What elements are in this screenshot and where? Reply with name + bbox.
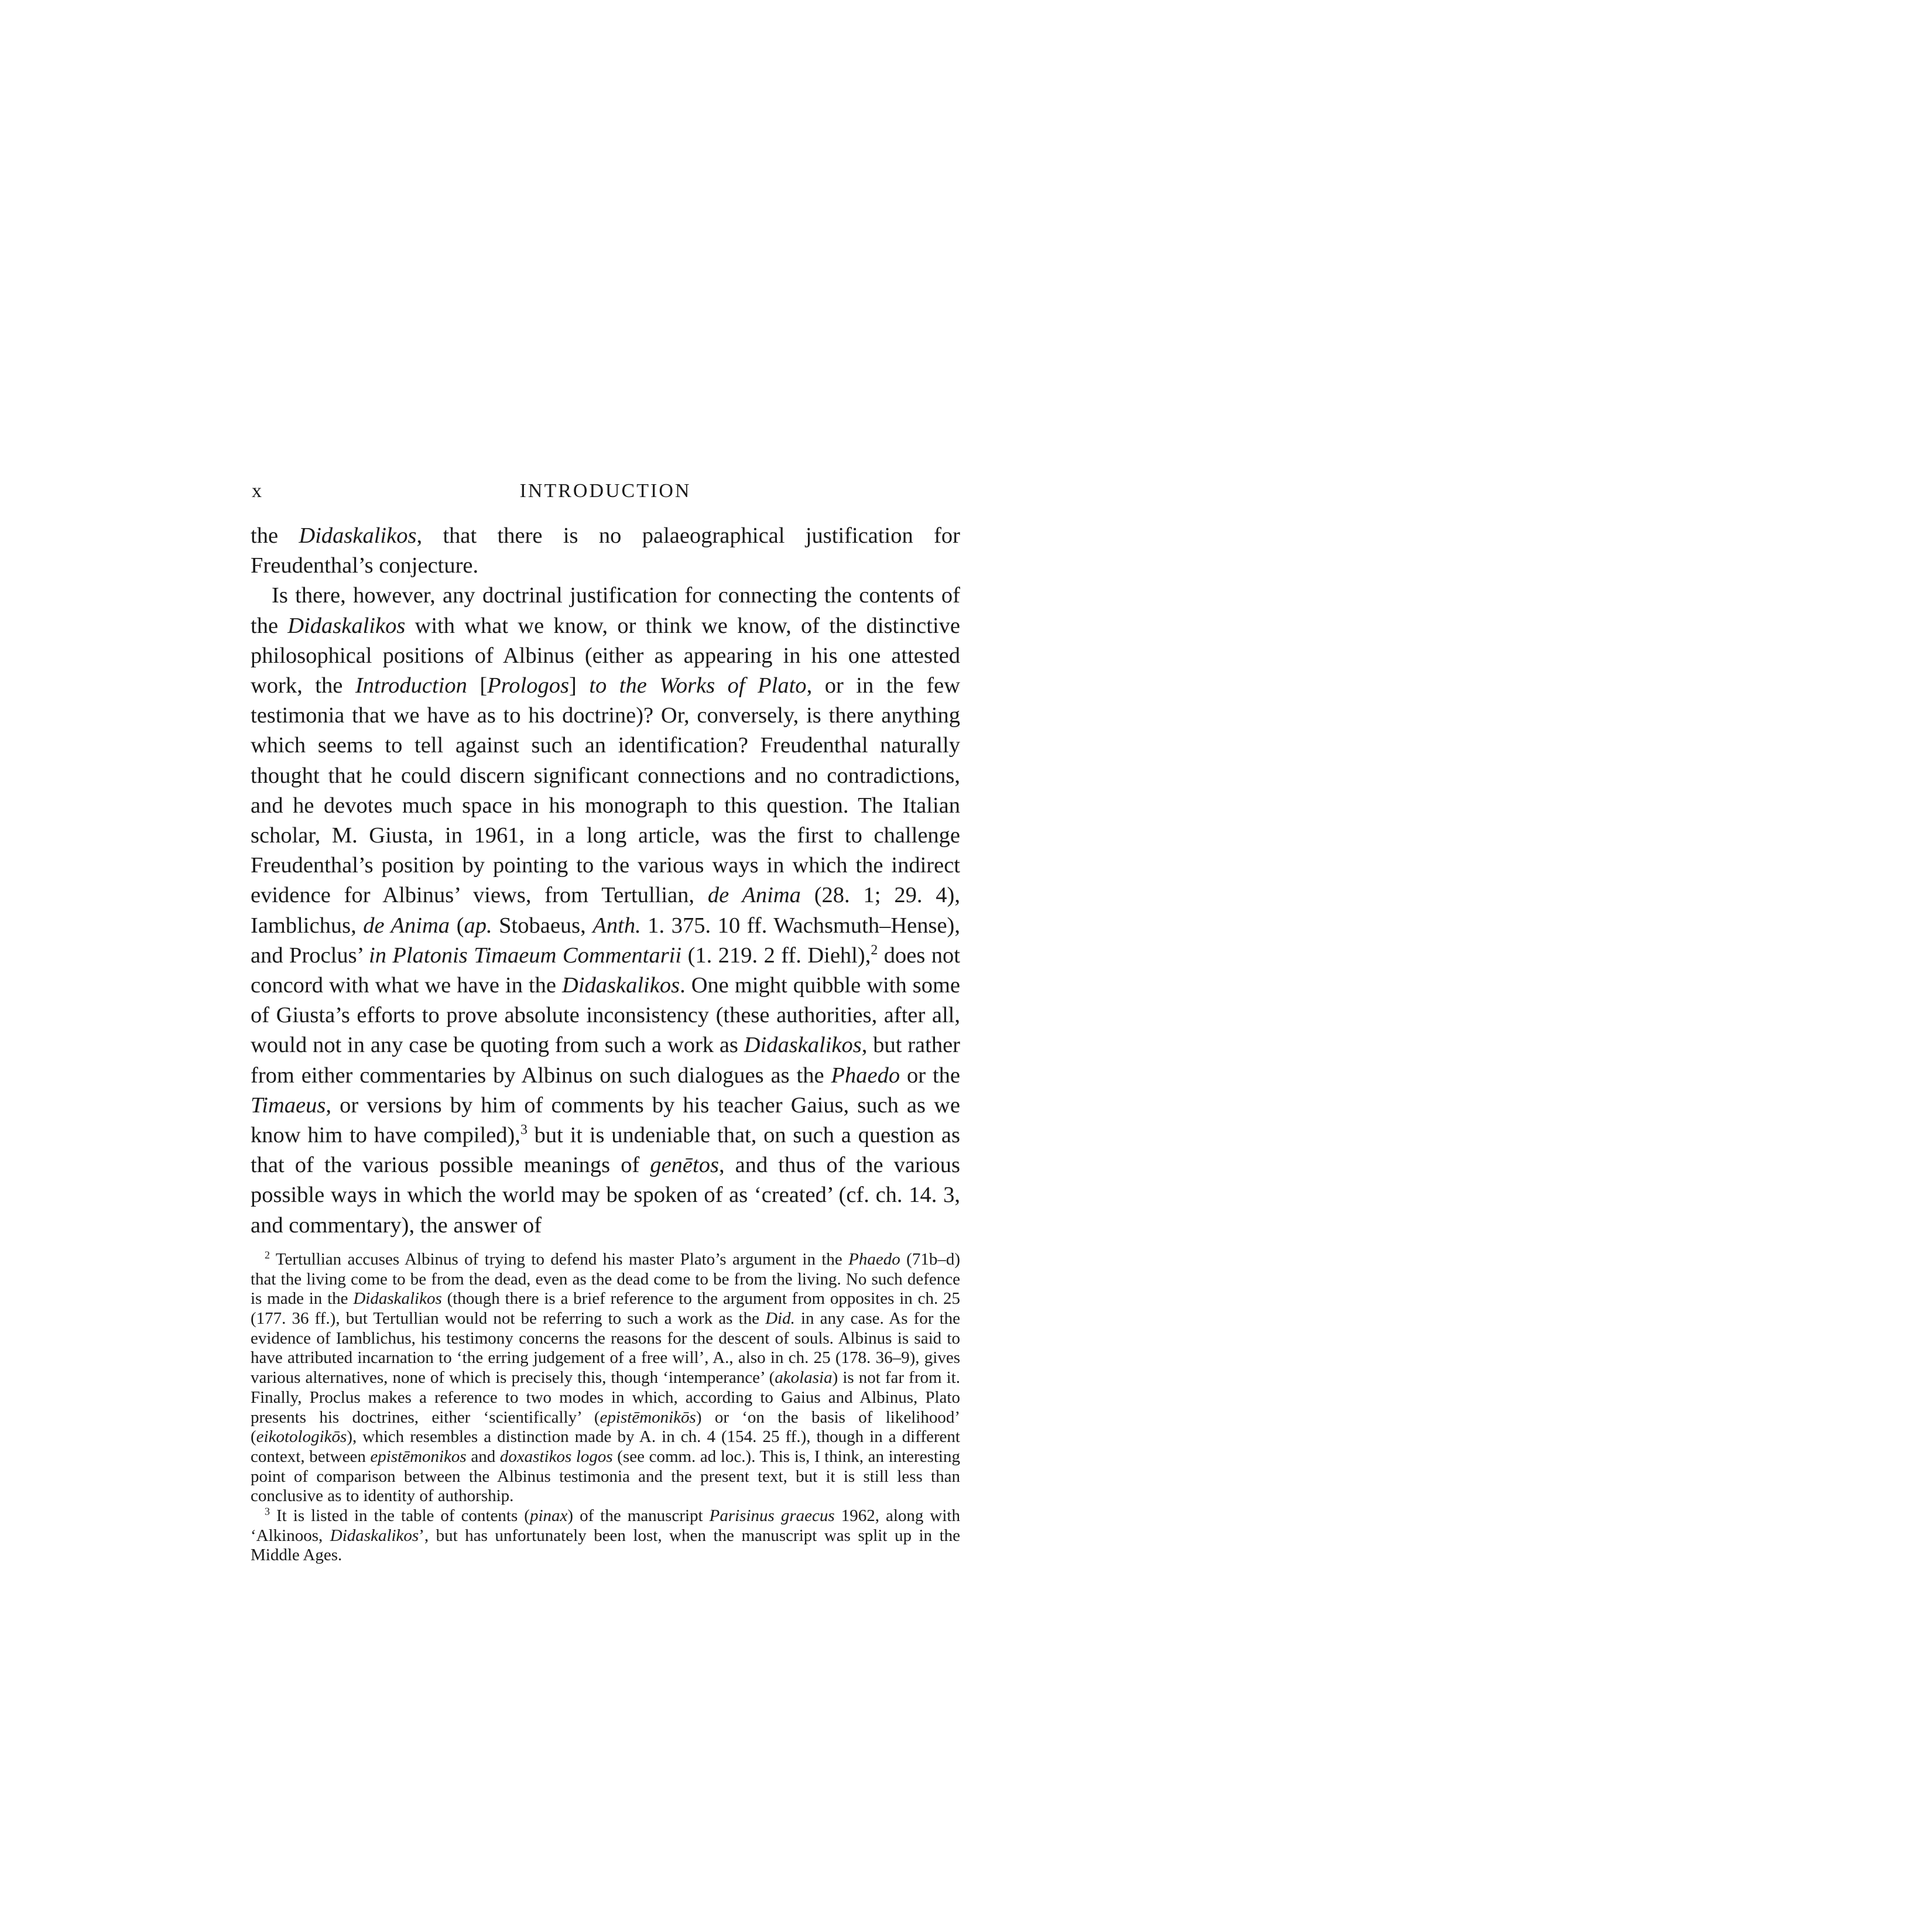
text-run: , and thus of the various possible ways in which the world may be spoken of as ‘created’ (cf. ch. 14. 3, and commentary), the answer of — [251, 1153, 961, 1238]
text-run: ) of the manuscript — [567, 1506, 710, 1526]
text-run: ) or ‘on the basis of likelihood’ ( — [251, 1407, 960, 1447]
italic-run: Didaskalikos — [353, 1289, 442, 1308]
text-run: (see comm. ad loc.). This is, I think, an interesting point of comparison between the Albinus testimonia and the present text, but it is still less than conclusive as to identity of authorship. — [251, 1447, 960, 1506]
italic-run: akolasia — [775, 1368, 833, 1388]
text-run: ’, but has unfortunately been lost, when the manuscript was split up in the Middle Ages. — [251, 1526, 960, 1565]
text-run: ) is not far from it. Finally, Proclus makes a reference to two modes in which, according to Gaius and Albinus, Plato presents his doctrines, either ‘scientifically’ ( — [251, 1368, 960, 1427]
text-run: the — [251, 523, 299, 548]
italic-run: Prologos — [487, 673, 569, 698]
italic-run: eikotologikōs — [256, 1427, 347, 1447]
text-run: . One might quibble with some of Giusta’s efforts to prove absolute inconsistency (these authorities, after all, would not in any case be quoting from such a work as — [251, 973, 960, 1058]
italic-run: de Anima — [707, 883, 801, 908]
text-run: , or in the few testimonia that we have as to his doctrine)? Or, conversely, is there anything which seems to tell against such an identification? Freudenthal naturally thought that he could discern significant connections and no contradictions, and he devotes much space in his monograph to this question. The Italian scholar, M. Giusta, in 1961, in a long article, was the first to challenge Freudenthal’s position by pointing to the various ways in which the indirect evidence for Albinus’ views, from Tertullian, — [251, 673, 960, 908]
text-run: Is there, however, any doctrinal justification for connecting the contents of the — [251, 583, 960, 638]
text-run: in any case. As for the evidence of Iamblichus, his testimony concerns the reasons for the descent of souls. Albinus is said to have attributed incarnation to ‘the erring judgement of a free will’, A., also in ch. 25 (178. 36–9), gives various alternatives, none of which is precisely this, though ‘intemperance’ ( — [251, 1308, 960, 1388]
footnote-2 — [251, 1250, 960, 1506]
italic-run: Didaskalikos — [562, 973, 680, 998]
text-run: 1962, along with ‘Alkinoos, — [251, 1506, 960, 1545]
italic-run: epistēmonikos — [370, 1447, 467, 1466]
italic-run: Phaedo — [848, 1249, 900, 1269]
footnote-3 — [251, 1506, 960, 1566]
italic-run: doxastikos logos — [499, 1447, 613, 1466]
running-title: INTRODUCTION — [519, 480, 691, 502]
italic-run: genētos — [650, 1153, 719, 1178]
italic-run: ap. — [464, 913, 492, 938]
text-run: ( — [450, 913, 464, 938]
italic-run: Didaskalikos — [299, 523, 417, 548]
text-run: [ — [467, 673, 488, 698]
text-run: or the — [900, 1063, 960, 1088]
footnote-marker: 3 — [265, 1505, 270, 1517]
italic-run: pinax — [529, 1506, 568, 1526]
italic-run: Parisinus graecus — [709, 1506, 835, 1526]
footnote-marker: 3 — [520, 1122, 527, 1138]
footnote-marker: 2 — [871, 943, 878, 958]
text-run: , that there is no palaeographical justification for Freudenthal’s conjecture. — [251, 523, 960, 578]
text-run: does not concord with what we have in the — [251, 943, 960, 998]
text-run: (71b–d) that the living come to be from the dead, even as the dead come to be from the living. No such defence is made in the — [251, 1249, 960, 1308]
text-run: , or versions by him of comments by his teacher Gaius, such as we know him to have compiled), — [251, 1092, 960, 1148]
footnote-marker: 2 — [265, 1249, 270, 1261]
text-run: Tertullian accuses Albinus of trying to defend his master Plato’s argument in the — [269, 1249, 849, 1269]
text-run: Stobaeus, — [492, 913, 593, 938]
running-head — [251, 480, 960, 509]
italic-run: de Anima — [363, 913, 450, 938]
text-run: (28. 1; 29. 4), Iamblichus, — [251, 883, 960, 938]
italic-run: Didaskalikos — [287, 613, 406, 638]
text-run: ), which resembles a distinction made by A. in ch. 4 (154. 25 ff.), though in a different context, between — [251, 1427, 960, 1466]
text-run: with what we know, or think we know, of the distinctive philosophical positions of Albinus (either as appearing in his one attested work, the — [251, 613, 960, 698]
text-run: 1. 375. 10 ff. Wachsmuth–Hense), and Proclus’ — [251, 913, 960, 968]
paragraph — [251, 581, 960, 1240]
text-run: ] — [568, 673, 590, 698]
body-text — [251, 521, 960, 1241]
italic-run: epistēmonikōs — [600, 1407, 696, 1427]
text-run: (though there is a brief reference to the argument from opposites in ch. 25 (177. 36 ff.), but Tertullian would not be referring to such a work as the — [251, 1289, 960, 1328]
text-run: but it is undeniable that, on such a question as that of the various possible meanings of — [251, 1123, 960, 1178]
paragraph — [251, 521, 960, 581]
italic-run: Anth. — [592, 913, 641, 938]
italic-run: in Platonis Timaeum Commentarii — [369, 943, 682, 968]
text-run: and — [466, 1447, 500, 1466]
page-number: x — [252, 480, 263, 502]
text-run: (1. 219. 2 ff. Diehl), — [681, 943, 871, 968]
book-page — [251, 480, 960, 1566]
italic-run: to the Works of Plato — [589, 673, 807, 698]
text-run: , but rather from either commentaries by Albinus on such dialogues as the — [251, 1033, 960, 1088]
italic-run: Did. — [765, 1308, 795, 1328]
italic-run: Introduction — [355, 673, 467, 698]
footnotes — [251, 1250, 960, 1566]
text-run: It is listed in the table of contents ( — [269, 1506, 530, 1526]
italic-run: Didaskalikos — [744, 1033, 862, 1058]
italic-run: Timaeus — [251, 1092, 326, 1118]
italic-run: Didaskalikos — [330, 1526, 419, 1545]
italic-run: Phaedo — [831, 1063, 900, 1088]
